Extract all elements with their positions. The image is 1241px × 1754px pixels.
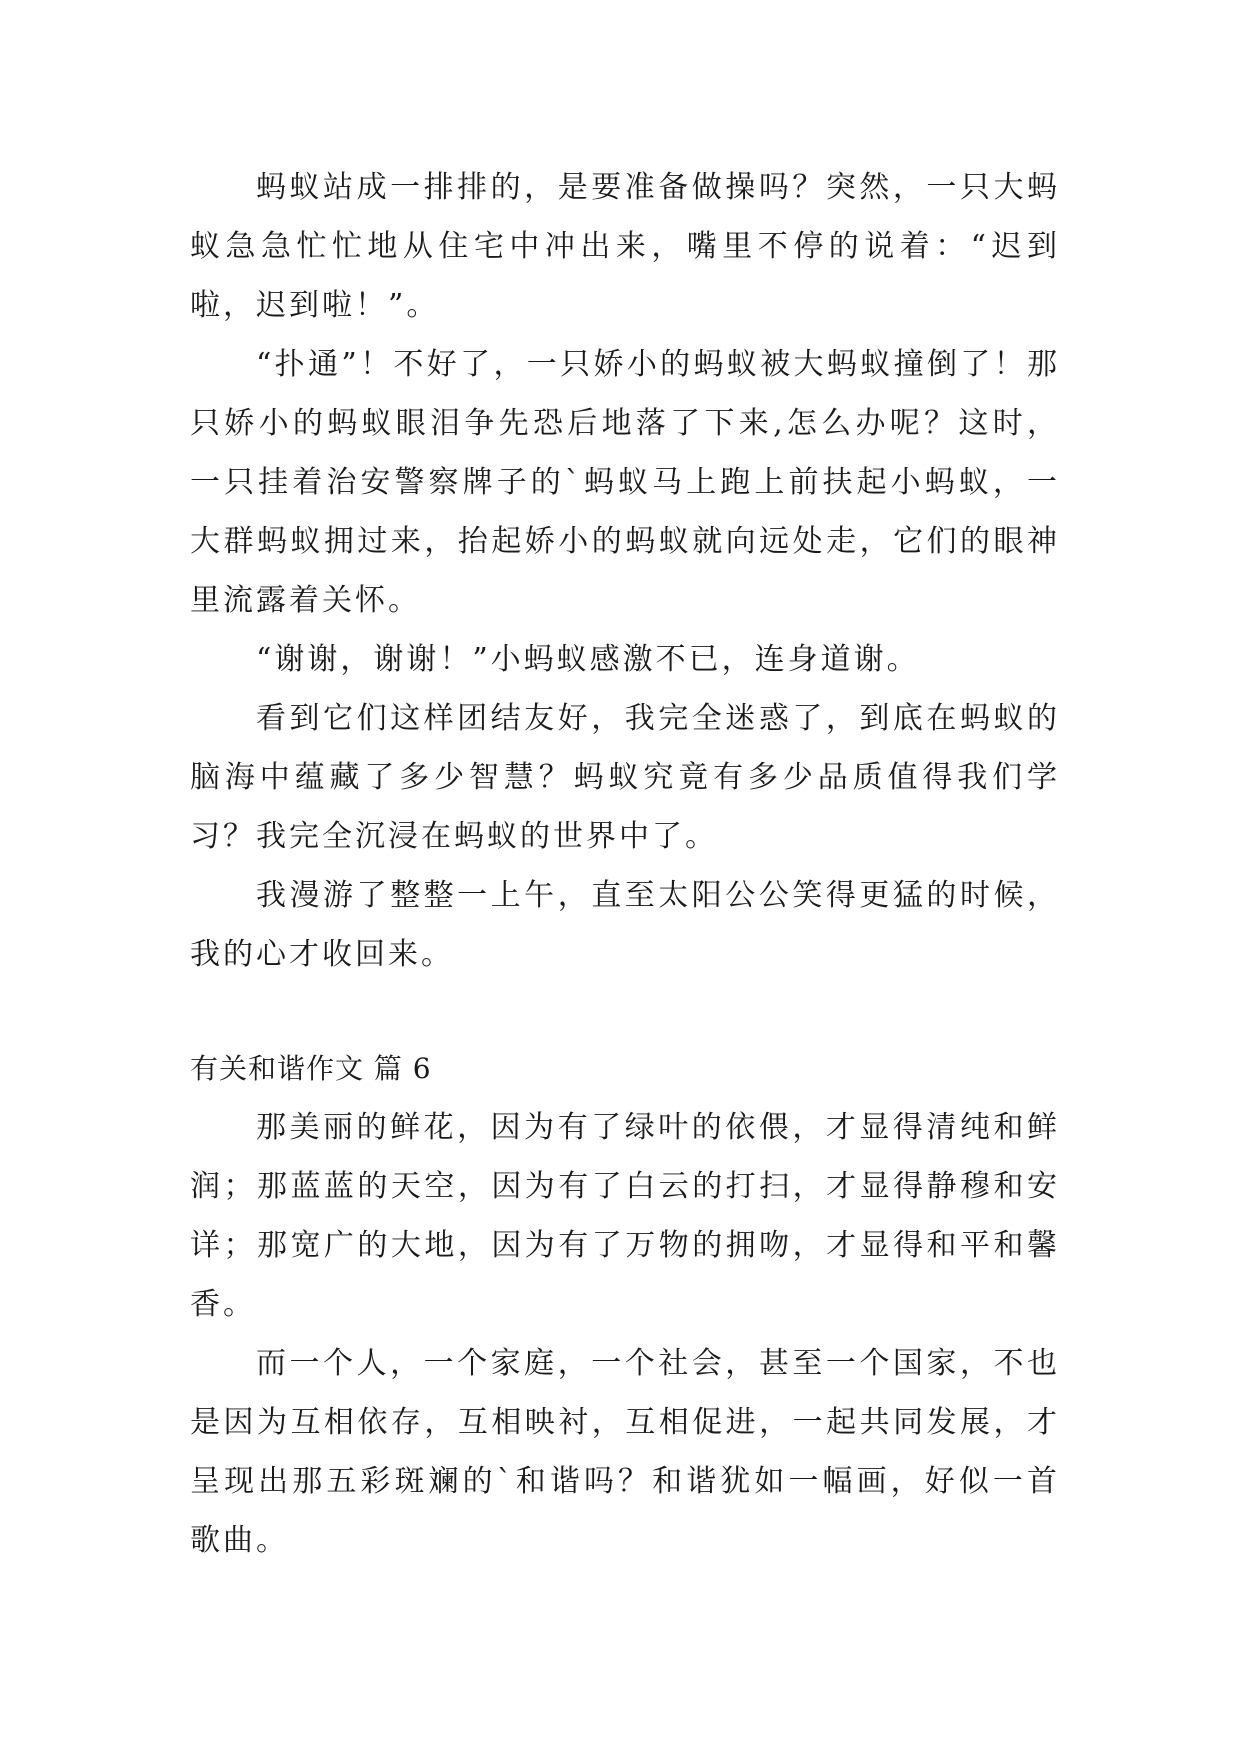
paragraph-harmony-society: 而一个人，一个家庭，一个社会，甚至一个国家，不也是因为互相依存，互相映衬，互相促进，一起共同发展，才呈现出那五彩斑斓的`和谐吗？和谐犹如一幅画，好似一首歌曲。 [190, 1346, 1060, 1558]
paragraph-ant-knocked-down: “扑通”！不好了，一只娇小的蚂蚁被大蚂蚁撞倒了！那只娇小的蚂蚁眼泪争先恐后地落了下来,怎么办呢？这时，一只挂着治安警察牌子的`蚂蚁马上跑上前扶起小蚂蚁，一大群蚂蚁拥过来，抬起娇小的蚂蚁就向远处走，它们的眼神里流露着关怀。 [190, 347, 1060, 618]
paragraph-thank-you: “谢谢，谢谢！”小蚂蚁感激不已，连身道谢。 [256, 642, 920, 677]
paragraph-morning-wander: 我漫游了整整一上午，直至太阳公公笑得更猛的时候，我的心才收回来。 [190, 878, 1060, 972]
document-body [190, 158, 1060, 1570]
section-heading: 有关和谐作文 篇 6 [190, 1052, 432, 1085]
paragraph-ants-line-up: 蚂蚁站成一排排的，是要准备做操吗？突然，一只大蚂蚁急急忙忙地从住宅中冲出来，嘴里不停的说着：“迟到啦，迟到啦！”。 [190, 170, 1060, 323]
paragraph-ant-wisdom: 看到它们这样团结友好，我完全迷惑了，到底在蚂蚁的脑海中蕴藏了多少智慧？蚂蚁究竟有多少品质值得我们学习？我完全沉浸在蚂蚁的世界中了。 [190, 701, 1060, 854]
paragraph-flowers-sky-earth: 那美丽的鲜花，因为有了绿叶的依偎，才显得清纯和鲜润；那蓝蓝的天空，因为有了白云的打扫，才显得静穆和安详；那宽广的大地，因为有了万物的拥吻，才显得和平和馨香。 [190, 1110, 1060, 1322]
